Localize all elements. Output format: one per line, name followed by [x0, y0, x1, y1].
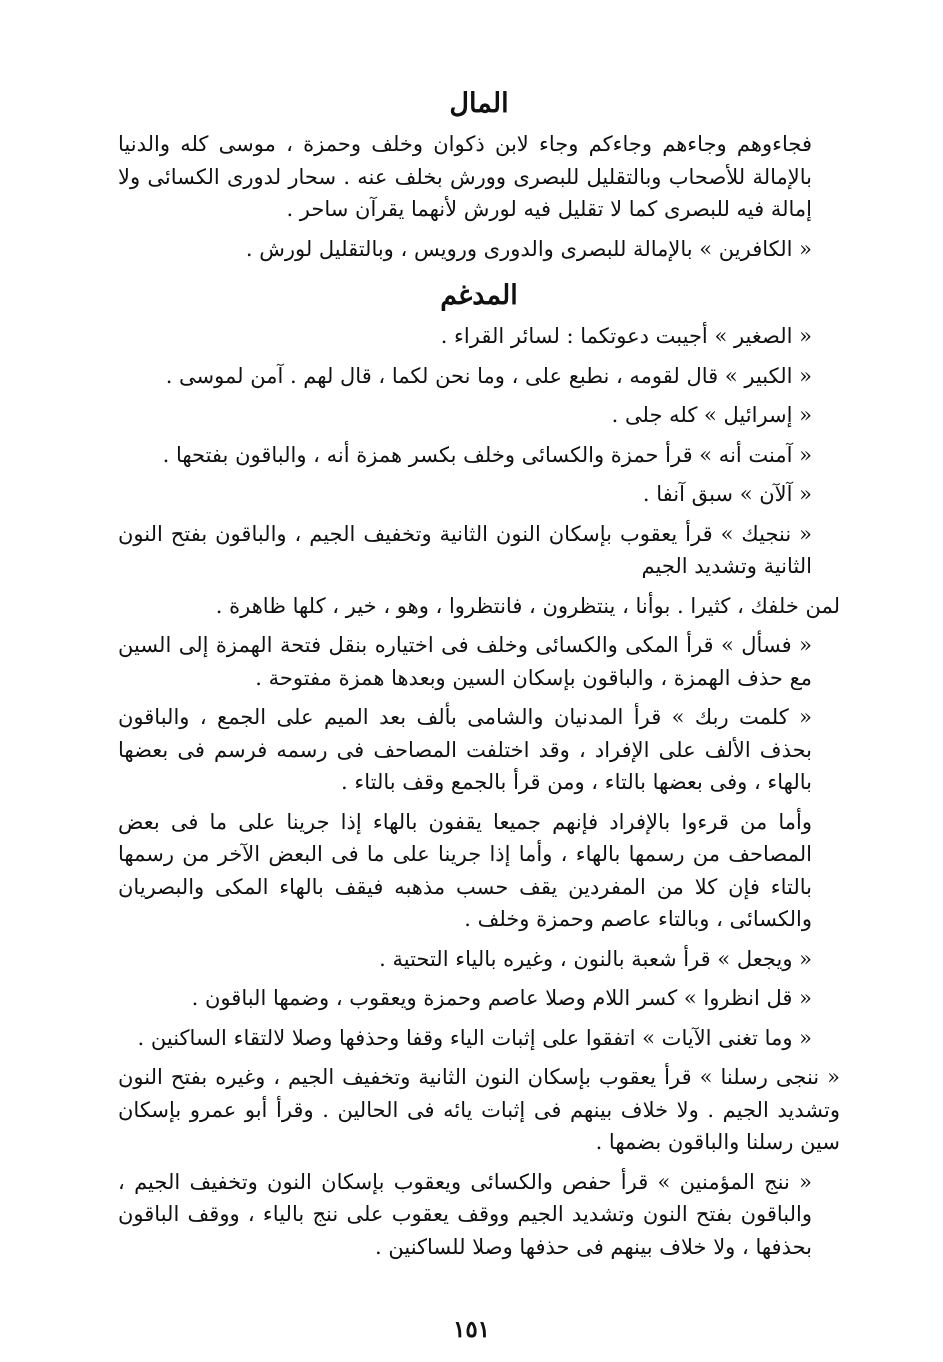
paragraph-kabir: « الكبير » قال لقومه ، نطبع على ، وما نحن لكما ، قال لهم . آمن لموسى .	[165, 363, 812, 388]
paragraph-nunji-almuminin: « ننج المؤمنين » قرأ حفص والكسائى ويعقوب بإسكان النون وتخفيف الجيم ، والباقون بفتح النون وتشديد الجيم ووقف يعقوب على ننج بالياء ، ووقف الباقون بحذفها ، ولا خلاف بينهم فى حذفها وصلا للساكنين .	[118, 1169, 812, 1259]
paragraph-qul-unzuru: « قل انظروا » كسر اللام وصلا عاصم وحمزة ويعقوب ، وضمها الباقون .	[191, 986, 812, 1010]
section-heading-mudgham: المدغم	[440, 280, 518, 311]
paragraph-yajal: « ويجعل » قرأ شعبة بالنون ، وغيره بالياء التحتية .	[379, 946, 812, 971]
book-page	[118, 80, 840, 1310]
paragraph-ifrad: وأما من قرءوا بالإفراد فإنهم جميعا يقفون بالهاء إذا جرينا على ما فى بعض المصاحف من رسمها بالهاء ، وأما إذا جرينا على ما فى البعض الآخر من رسمها بالتاء فإن كلا من المفردين يقف حسب مذهبه فيقف بالهاء المكى والبصريان والكسائى ، وبالتاء عاصم وحمزة وخلف .	[118, 809, 812, 931]
paragraph-mumal-2: « الكافرين » بالإمالة للبصرى والدورى ورويس ، وبالتقليل لورش .	[245, 236, 812, 261]
paragraph-kalimat: « كلمت ربك » قرأ المدنيان والشامى بألف بعد الميم على الجمع ، والباقون بحذف الألف على الإفراد ، وقد اختلفت المصاحف فى رسمه فرسم فى بعضها بالهاء ، وفى بعضها بالتاء ، ومن قرأ بالجمع وقف بالتاء .	[118, 705, 812, 794]
section-heading-mumal: المال	[449, 88, 509, 119]
paragraph-nunajji-rusulana: « ننجى رسلنا » قرأ يعقوب بإسكان النون الثانية وتخفيف الجيم ، وغيره بفتح النون وتشديد الجيم . ولا خلاف بينهم فى إثبات يائه فى الحالين . وقرأ أبو عمرو بإسكان سين رسلنا والباقون بضمها .	[118, 1065, 840, 1154]
paragraph-amantu: « آمنت أنه » قرأ حمزة والكسائى وخلف بكسر همزة أنه ، والباقون بفتحها .	[162, 442, 812, 467]
paragraph-mumal-1: فجاءوهم وجاءهم وجاءكم وجاء لابن ذكوان وخلف وحمزة ، موسى كله والدنيا بالإمالة للأصحاب وبالتقليل للبصرى وورش بخلف عنه . سحار لدورى الكسائى ولا إمالة فيه للبصرى كما لا تقليل فيه لورش لأنهما يقرآن ساحر .	[118, 132, 812, 221]
paragraph-wama-tughni: « وما تغنى الآيات » اتفقوا على إثبات الياء وقفا وحذفها وصلا لالتقاء الساكنين .	[137, 1025, 812, 1050]
paragraph-saghir: « الصغير » أجيبت دعوتكما : لسائر القراء .	[440, 324, 812, 348]
page-number: ١٥١	[452, 1316, 491, 1343]
paragraph-israil: « إسرائيل » كله جلى .	[611, 403, 812, 427]
paragraph-fasal: « فسأل » قرأ المكى والكسائى وخلف فى اختياره بنقل فتحة الهمزة إلى السين مع حذف الهمزة ، والباقون بإسكان السين وبعدها همزة مفتوحة .	[118, 633, 812, 690]
paragraph-zahira: لمن خلفك ، كثيرا . بوأنا ، ينتظرون ، فانتظروا ، وهو ، خير ، كلها ظاهرة .	[215, 593, 840, 618]
paragraph-nunajjik: « ننجيك » قرأ يعقوب بإسكان النون الثانية وتخفيف الجيم ، والباقون بفتح النون الثانية وتشديد الجيم	[118, 521, 812, 578]
paragraph-alaan: « آلآن » سبق آنفا .	[642, 482, 812, 506]
